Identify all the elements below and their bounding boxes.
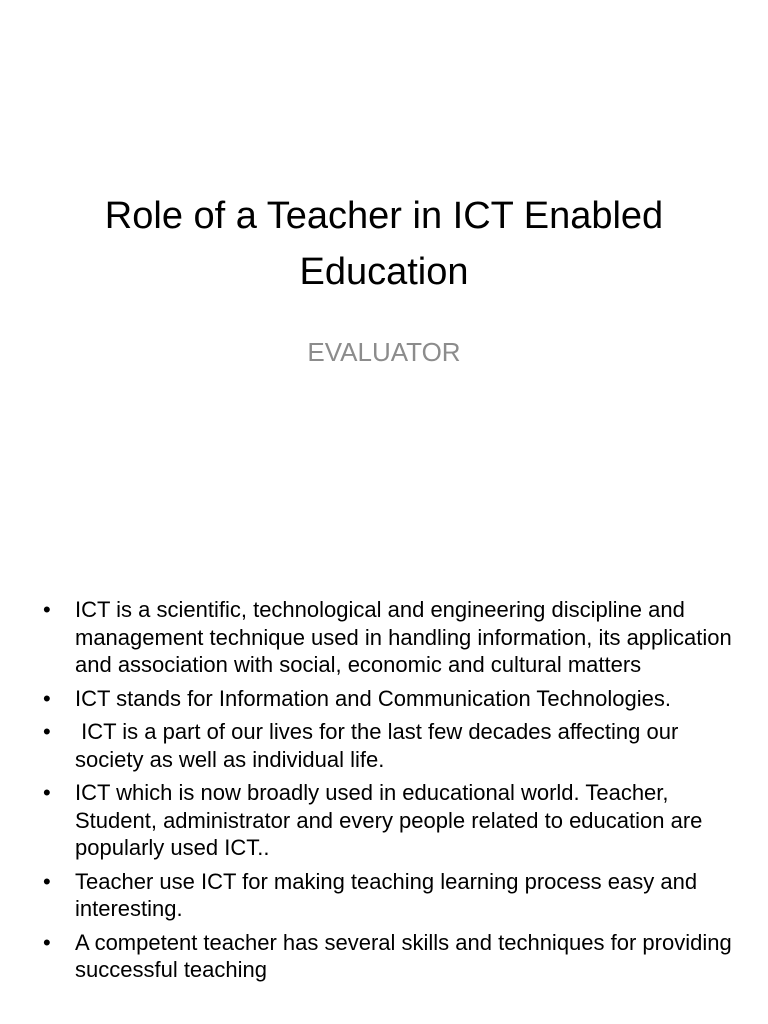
- slide-subtitle: EVALUATOR: [307, 337, 461, 367]
- list-item: [40, 868, 740, 923]
- list-item: [40, 596, 740, 679]
- bullet-icon: •: [43, 780, 51, 805]
- list-item: [40, 779, 740, 862]
- list-item: [40, 718, 740, 773]
- slide-title: Role of a Teacher in ICT Enabled Education: [104, 195, 664, 293]
- bullet-text: ICT stands for Information and Communication Technologies.: [75, 685, 671, 711]
- bullet-list: [40, 596, 740, 990]
- bullet-text: Teacher use ICT for making teaching learning process easy and interesting.: [75, 868, 698, 921]
- list-item: [40, 929, 740, 984]
- bullet-text: ICT is a part of our lives for the last few decades affecting our society as well as individual life.: [75, 719, 685, 772]
- bullet-text: A competent teacher has several skills and techniques for providing successful teaching: [75, 929, 732, 982]
- bullet-icon: •: [43, 719, 51, 744]
- bullet-text: ICT which is now broadly used in educational world. Teacher, Student, administrator and every people related to education are popularly used ICT..: [75, 780, 703, 860]
- bullet-icon: •: [43, 868, 51, 894]
- list-item: [40, 685, 740, 713]
- bullet-text: ICT is a scientific, technological and engineering discipline and management technique used in handling information, its application and association with social, economic and cultural matters: [75, 597, 732, 677]
- bullet-icon: •: [43, 597, 51, 622]
- bullet-icon: •: [43, 685, 51, 711]
- bullet-icon: •: [43, 929, 51, 955]
